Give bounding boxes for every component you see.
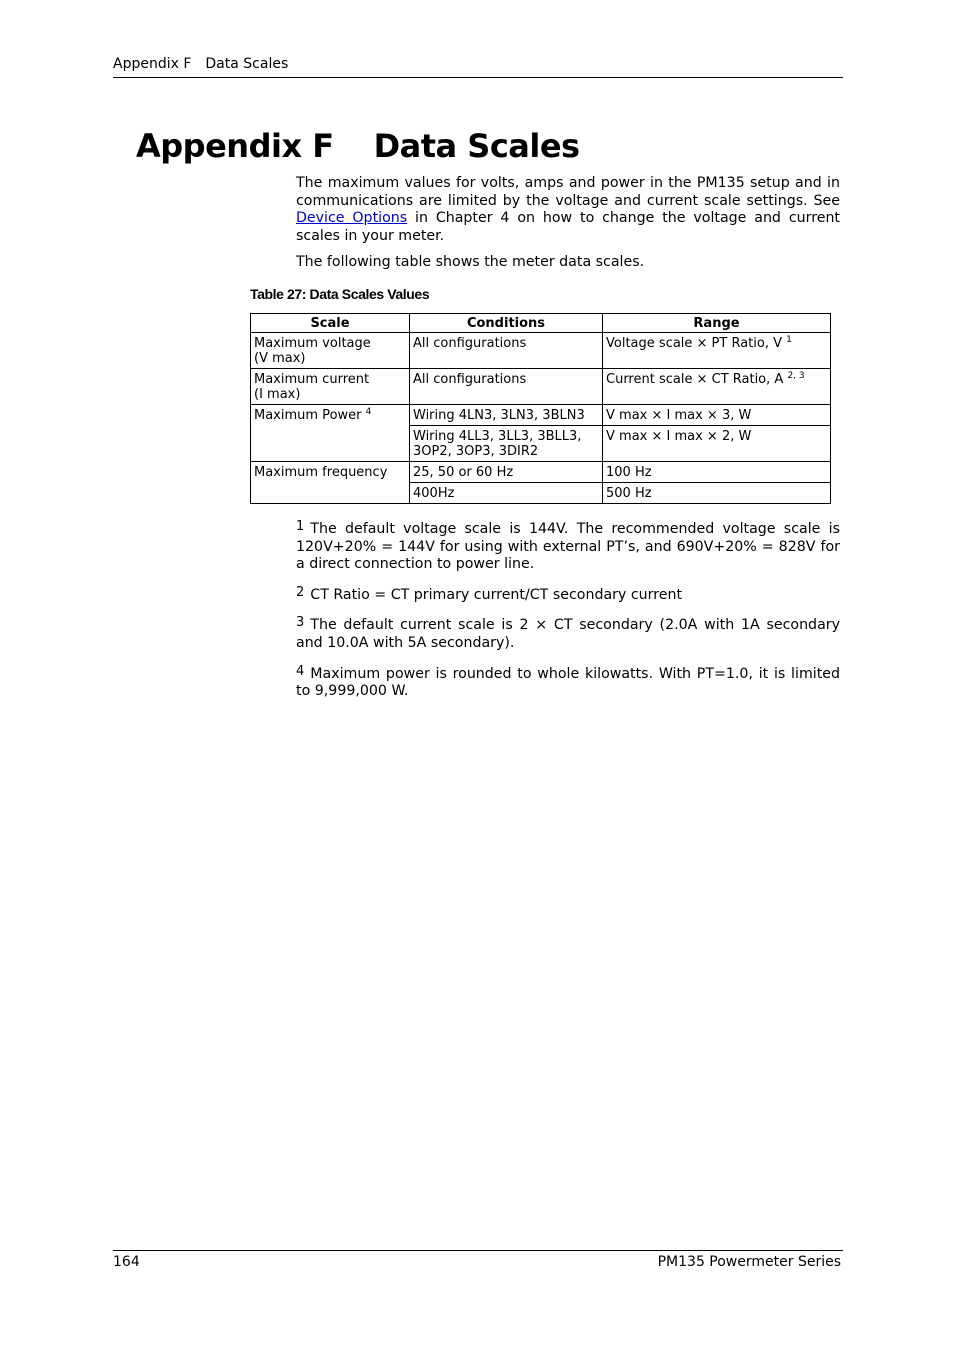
footnote-number: 1	[296, 519, 305, 534]
range-text: Voltage scale × PT Ratio, V	[606, 336, 782, 351]
cell-range: V max × I max × 3, W	[603, 405, 831, 426]
intro-paragraph-2: The following table shows the meter data scales.	[296, 254, 645, 271]
footnote	[296, 663, 840, 701]
table-row	[251, 369, 831, 405]
page-title	[136, 124, 580, 168]
cell-condition: All configurations	[410, 333, 603, 369]
intro-part2: in Chapter 4 on how to change the voltage and current scales in your meter.	[296, 210, 840, 244]
condition-line: 3OP2, 3OP3, 3DIR2	[413, 444, 539, 459]
footnote-ref: 1	[786, 335, 792, 345]
scale-line: (V max)	[254, 351, 306, 366]
footnote-number: 2	[296, 584, 305, 600]
cell-scale	[251, 405, 410, 462]
table-header-row	[251, 314, 831, 333]
running-header	[113, 55, 843, 78]
header-appendix: Appendix F	[113, 56, 192, 72]
footnote-number: 3	[296, 615, 305, 631]
footnote-ref: 4	[365, 407, 372, 417]
cell-condition: 400Hz	[410, 483, 603, 504]
header-section: Data Scales	[205, 56, 289, 72]
scale-line: Maximum current	[254, 372, 370, 387]
running-footer	[113, 1250, 843, 1271]
table-row	[251, 462, 831, 483]
title-name: Data Scales	[373, 127, 580, 165]
condition-line: Wiring 4LL3, 3LL3, 3BLL3,	[413, 429, 582, 444]
footnote-text: CT Ratio = CT primary current/CT secondary current	[310, 586, 683, 603]
footnote-number: 4	[296, 663, 305, 679]
device-options-link[interactable]: Device Options	[296, 210, 408, 227]
cell-scale	[251, 333, 410, 369]
footnote-text: Maximum power is rounded to whole kilowatts. With PT=1.0, it is limited to 9,999,000 W.	[296, 665, 840, 700]
intro-part1: The maximum values for volts, amps and power in the PM135 setup and in communications are limited by the voltage and current scale settings. See	[296, 175, 840, 209]
cell-range: 100 Hz	[603, 462, 831, 483]
footnote	[296, 614, 840, 652]
footnote	[296, 518, 840, 574]
intro-text	[296, 175, 840, 272]
cell-range	[603, 333, 831, 369]
table-row	[251, 333, 831, 369]
header-conditions: Conditions	[410, 314, 603, 333]
footnote	[296, 584, 840, 605]
header-scale: Scale	[251, 314, 410, 333]
cell-range	[603, 369, 831, 405]
footnote-text: The default current scale is 2 × CT secondary (2.0A with 1A secondary and 10.0A with 5A secondary).	[296, 617, 840, 651]
footnote-text: The default voltage scale is 144V. The recommended voltage scale is 120V+20% = 144V for using with external PT’s, and 690V+20% = 828V for a direct connection to power line.	[296, 521, 840, 573]
cell-range: V max × I max × 2, W	[603, 426, 831, 462]
scale-line: Maximum Power	[254, 408, 362, 423]
footnotes	[296, 518, 840, 711]
product-name: PM135 Powermeter Series	[657, 1254, 841, 1270]
header-range: Range	[603, 314, 831, 333]
scale-line: (I max)	[254, 387, 301, 402]
title-appendix: Appendix F	[136, 127, 334, 165]
footnote-ref: 2, 3	[787, 371, 805, 381]
range-text: Current scale × CT Ratio, A	[606, 372, 784, 387]
cell-condition: All configurations	[410, 369, 603, 405]
intro-paragraph	[296, 175, 840, 245]
data-scales-table	[250, 313, 831, 504]
page-number: 164	[113, 1254, 140, 1270]
cell-range: 500 Hz	[603, 483, 831, 504]
cell-scale: Maximum frequency	[251, 462, 410, 504]
cell-condition: Wiring 4LN3, 3LN3, 3BLN3	[410, 405, 603, 426]
table-caption: Table 27: Data Scales Values	[250, 286, 430, 302]
cell-condition	[410, 426, 603, 462]
cell-condition: 25, 50 or 60 Hz	[410, 462, 603, 483]
scale-line: Maximum voltage	[254, 336, 371, 351]
table-row	[251, 405, 831, 426]
cell-scale	[251, 369, 410, 405]
